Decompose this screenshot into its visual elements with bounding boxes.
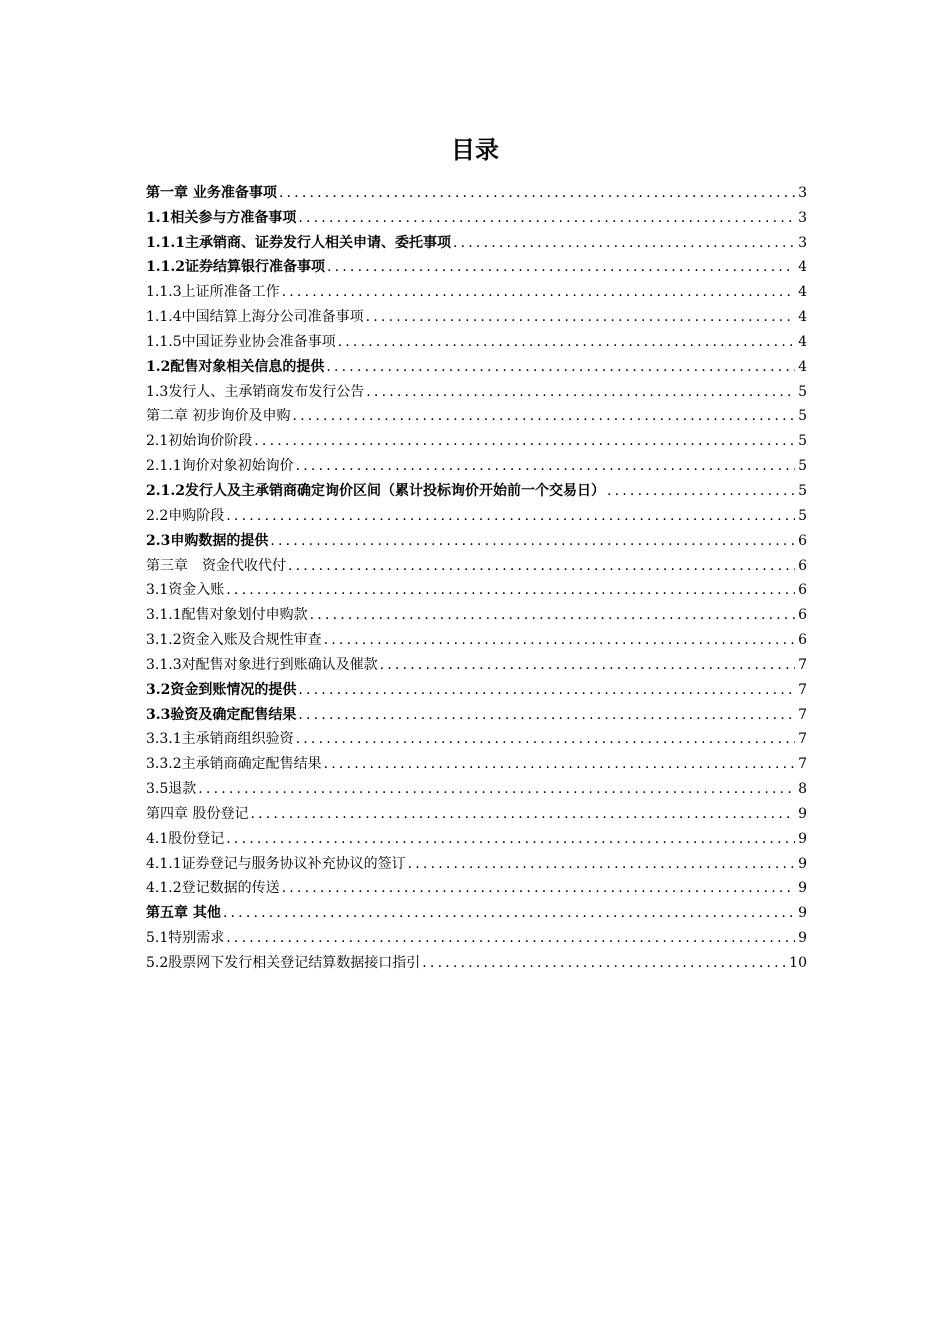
toc-entry-page-number: 7 — [798, 656, 807, 673]
toc-entry[interactable] — [146, 252, 807, 277]
toc-entry[interactable] — [146, 177, 807, 202]
toc-entry-label: 1.1.1主承销商、证券发行人相关申请、委托事项 — [146, 234, 451, 251]
toc-entry[interactable] — [146, 699, 807, 724]
toc-entry[interactable] — [146, 748, 807, 773]
toc-entry-label: 第三章 资金代收代付 — [146, 557, 286, 574]
toc-entry[interactable] — [146, 575, 807, 600]
toc-entry-page-number: 6 — [798, 607, 807, 624]
toc-dot-leader — [282, 283, 795, 301]
toc-entry-label: 1.1相关参与方准备事项 — [146, 209, 297, 226]
toc-dot-leader — [327, 258, 795, 276]
toc-entry-page-number: 5 — [798, 507, 807, 524]
toc-entry-label: 2.2申购阶段 — [146, 507, 225, 524]
toc-entry-label: 2.1初始询价阶段 — [146, 433, 253, 450]
toc-entry-page-number: 6 — [798, 557, 807, 574]
toc-dot-leader — [223, 904, 795, 922]
toc-entry[interactable] — [146, 724, 807, 749]
toc-entry-label: 5.2股票网下发行相关登记结算数据接口指引 — [146, 955, 421, 971]
toc-entry[interactable] — [146, 401, 807, 426]
toc-entry-page-number: 10 — [789, 955, 807, 971]
toc-entry[interactable] — [146, 798, 807, 823]
toc-dot-leader — [326, 358, 795, 376]
toc-dot-leader — [250, 805, 795, 823]
toc-entry[interactable] — [146, 873, 807, 898]
toc-entry[interactable] — [146, 897, 807, 922]
toc-entry[interactable] — [146, 326, 807, 351]
toc-dot-leader — [270, 532, 795, 550]
toc-entry-label: 第四章 股份登记 — [146, 805, 249, 822]
toc-entry[interactable] — [146, 624, 807, 649]
toc-dot-leader — [226, 929, 795, 947]
toc-entry[interactable] — [146, 301, 807, 326]
toc-dot-leader — [298, 681, 795, 699]
toc-entry-page-number: 7 — [798, 731, 807, 748]
toc-dot-leader — [254, 432, 795, 450]
toc-entry[interactable] — [146, 947, 807, 972]
toc-entry-label: 3.1.3对配售对象进行到账确认及催款 — [146, 656, 378, 673]
toc-entry-page-number: 8 — [798, 781, 807, 798]
toc-entry[interactable] — [146, 351, 807, 376]
toc-entry-label: 第五章 其他 — [146, 905, 221, 922]
toc-entry-label: 第二章 初步询价及申购 — [146, 408, 291, 425]
toc-entry-label: 1.1.3上证所准备工作 — [146, 284, 280, 301]
toc-entry[interactable] — [146, 922, 807, 947]
toc-dot-leader — [422, 954, 787, 972]
toc-entry[interactable] — [146, 227, 807, 252]
toc-entry-page-number: 5 — [798, 408, 807, 425]
toc-entry-label: 1.1.4中国结算上海分公司准备事项 — [146, 309, 364, 326]
toc-entry-page-number: 5 — [798, 482, 807, 499]
toc-entry-page-number: 9 — [798, 930, 807, 947]
toc-dot-leader — [324, 631, 795, 649]
toc-entry-page-number: 4 — [798, 309, 807, 326]
toc-entry-page-number: 9 — [798, 880, 807, 897]
toc-entry-label: 3.1资金入账 — [146, 582, 225, 599]
toc-dot-leader — [279, 184, 795, 202]
toc-entry[interactable] — [146, 276, 807, 301]
toc-dot-leader — [408, 855, 795, 873]
toc-entry-page-number: 5 — [798, 383, 807, 400]
toc-entry-label: 3.5退款 — [146, 781, 197, 798]
toc-entry[interactable] — [146, 376, 807, 401]
toc-dot-leader — [226, 581, 795, 599]
toc-dot-leader — [226, 830, 795, 848]
toc-entry[interactable] — [146, 674, 807, 699]
toc-entry-label: 3.3验资及确定配售结果 — [146, 706, 297, 723]
toc-entry[interactable] — [146, 773, 807, 798]
toc-dot-leader — [298, 706, 795, 724]
toc-dot-leader — [324, 755, 795, 773]
toc-entry-page-number: 5 — [798, 433, 807, 450]
toc-entry[interactable] — [146, 550, 807, 575]
toc-dot-leader — [366, 308, 795, 326]
toc-entry-label: 4.1股份登记 — [146, 830, 225, 847]
toc-dot-leader — [282, 879, 795, 897]
toc-entry-label: 第一章 业务准备事项 — [146, 184, 277, 201]
toc-entry[interactable] — [146, 599, 807, 624]
toc-dot-leader — [338, 333, 795, 351]
toc-dot-leader — [292, 407, 795, 425]
toc-entry[interactable] — [146, 848, 807, 873]
toc-entry-page-number: 7 — [798, 681, 807, 698]
toc-entry-page-number: 9 — [798, 905, 807, 922]
toc-entry[interactable] — [146, 525, 807, 550]
toc-entry-label: 1.1.2证券结算银行准备事项 — [146, 259, 325, 276]
toc-entry-page-number: 6 — [798, 632, 807, 649]
toc-dot-leader — [366, 383, 795, 401]
toc-list — [146, 177, 807, 972]
toc-entry-page-number: 4 — [798, 358, 807, 375]
toc-entry-label: 2.1.2发行人及主承销商确定询价区间（累计投标询价开始前一个交易日） — [146, 482, 605, 499]
toc-dot-leader — [296, 730, 795, 748]
toc-entry-label: 2.1.1询价对象初始询价 — [146, 458, 294, 475]
toc-dot-leader — [607, 482, 795, 500]
toc-dot-leader — [288, 557, 795, 575]
toc-entry-page-number: 4 — [798, 284, 807, 301]
toc-entry-page-number: 4 — [798, 333, 807, 350]
toc-entry-label: 1.1.5中国证券业协会准备事项 — [146, 333, 336, 350]
toc-entry-label: 5.1特别需求 — [146, 930, 225, 947]
toc-entry-page-number: 7 — [798, 756, 807, 773]
toc-entry-page-number: 6 — [798, 582, 807, 599]
toc-entry-page-number: 3 — [798, 234, 807, 251]
toc-entry-label: 3.3.2主承销商确定配售结果 — [146, 756, 322, 773]
toc-entry-page-number: 4 — [798, 259, 807, 276]
toc-entry-label: 4.1.2登记数据的传送 — [146, 880, 280, 897]
toc-entry-label: 4.1.1证券登记与服务协议补充协议的签订 — [146, 855, 406, 872]
toc-entry-label: 1.3发行人、主承销商发布发行公告 — [146, 383, 365, 400]
toc-entry-page-number: 9 — [798, 855, 807, 872]
toc-dot-leader — [226, 507, 795, 525]
toc-entry[interactable] — [146, 823, 807, 848]
toc-entry[interactable] — [146, 500, 807, 525]
toc-entry[interactable] — [146, 450, 807, 475]
toc-entry[interactable] — [146, 475, 807, 500]
toc-dot-leader — [296, 457, 795, 475]
toc-title: 目录 — [451, 136, 499, 164]
toc-dot-leader — [310, 606, 795, 624]
toc-dot-leader — [298, 209, 795, 227]
toc-entry-label: 3.1.2资金入账及合规性审查 — [146, 632, 322, 649]
toc-entry[interactable] — [146, 649, 807, 674]
toc-entry-page-number: 9 — [798, 830, 807, 847]
toc-entry-page-number: 3 — [798, 184, 807, 201]
toc-entry-label: 1.2配售对象相关信息的提供 — [146, 358, 325, 375]
toc-entry-label: 3.1.1配售对象划付申购款 — [146, 607, 308, 624]
toc-entry-page-number: 5 — [798, 458, 807, 475]
toc-entry-page-number: 7 — [798, 706, 807, 723]
toc-dot-leader — [453, 234, 795, 252]
toc-dot-leader — [198, 780, 795, 798]
toc-entry-page-number: 3 — [798, 209, 807, 226]
toc-entry-label: 3.3.1主承销商组织验资 — [146, 731, 294, 748]
toc-dot-leader — [380, 656, 795, 674]
toc-entry-page-number: 6 — [798, 532, 807, 549]
toc-entry-label: 2.3申购数据的提供 — [146, 532, 269, 549]
toc-entry-page-number: 9 — [798, 805, 807, 822]
toc-entry[interactable] — [146, 425, 807, 450]
toc-entry[interactable] — [146, 202, 807, 227]
toc-entry-label: 3.2资金到账情况的提供 — [146, 681, 297, 698]
